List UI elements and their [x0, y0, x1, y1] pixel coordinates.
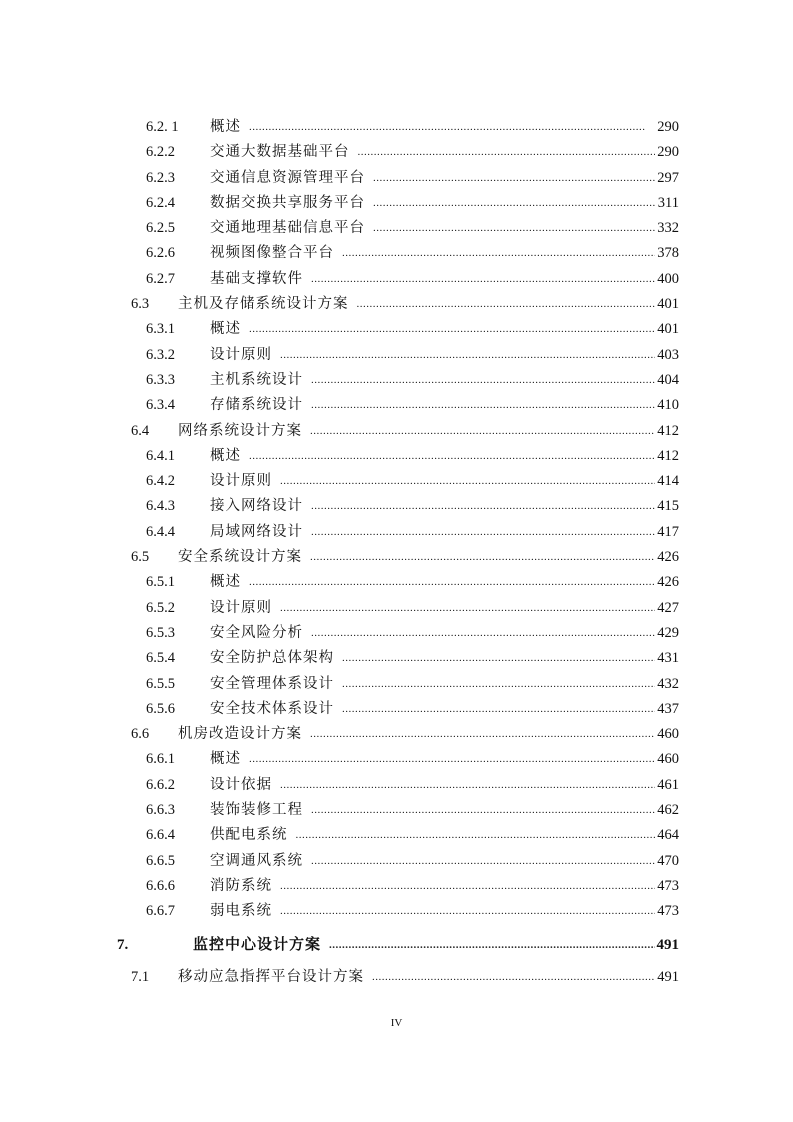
toc-entry-number: 6.6.7 — [146, 903, 175, 920]
toc-entry-title: 安全系统设计方案 — [178, 549, 302, 566]
toc-dot-leader — [342, 672, 655, 697]
toc-entry-body — [210, 393, 679, 418]
toc-entry-title: 主机及存储系统设计方案 — [178, 296, 349, 313]
toc-entry-title: 机房改造设计方案 — [178, 726, 302, 743]
toc-entry-body — [178, 722, 679, 747]
toc-entry[interactable] — [0, 292, 793, 317]
toc-entry-page-number: 460 — [657, 726, 679, 743]
toc-entry-number: 6.2. 1 — [146, 119, 179, 135]
toc-entry-title: 安全防护总体架构 — [210, 650, 334, 667]
toc-entry-number: 6.2.7 — [146, 270, 175, 287]
toc-entry-title: 安全管理体系设计 — [210, 675, 334, 692]
toc-entry-page-number: 401 — [657, 321, 679, 338]
toc-entry-body — [210, 444, 679, 469]
toc-entry[interactable] — [0, 874, 793, 899]
toc-entry-number: 6.3.4 — [146, 397, 175, 414]
toc-entry[interactable] — [0, 191, 793, 216]
toc-entry[interactable] — [0, 317, 793, 342]
toc-entry-number: 6.5.5 — [146, 675, 175, 692]
toc-entry-title: 交通信息资源管理平台 — [210, 169, 365, 186]
toc-entry[interactable] — [0, 469, 793, 494]
toc-entry-number: 6.2.2 — [146, 144, 175, 161]
toc-entry-number: 6.2.5 — [146, 220, 175, 237]
toc-entry-page-number: 403 — [657, 346, 679, 363]
toc-entry[interactable] — [0, 368, 793, 393]
toc-entry-page-number: 400 — [657, 270, 679, 287]
toc-dot-leader — [357, 292, 656, 317]
toc-dot-leader — [249, 317, 655, 342]
toc-entry-body — [210, 621, 679, 646]
toc-dot-leader — [342, 697, 655, 722]
toc-entry-page-number: 415 — [657, 498, 679, 515]
toc-entry-page-number: 410 — [657, 397, 679, 414]
toc-entry-number: 6.6.6 — [146, 877, 175, 894]
toc-dot-leader — [249, 444, 655, 469]
toc-dot-leader — [311, 267, 655, 292]
toc-entry-page-number: 401 — [657, 296, 679, 313]
toc-entry-body — [210, 140, 679, 165]
toc-entry-page-number: 432 — [657, 675, 679, 692]
toc-dot-leader — [373, 216, 655, 241]
toc-entry-body — [193, 933, 679, 958]
toc-entry-title: 设计原则 — [210, 346, 272, 363]
toc-entry-page-number: 311 — [657, 194, 679, 211]
toc-entry[interactable] — [0, 419, 793, 444]
toc-dot-leader — [373, 191, 656, 216]
toc-dot-leader — [310, 419, 655, 444]
toc-entry-body — [210, 596, 679, 621]
toc-entry-number: 6.4.3 — [146, 498, 175, 515]
table-of-contents — [0, 115, 793, 990]
toc-entry-title: 主机系统设计 — [210, 371, 303, 388]
toc-entry[interactable] — [0, 494, 793, 519]
toc-entry-title: 安全技术体系设计 — [210, 700, 334, 717]
toc-entry-title: 局域网络设计 — [210, 523, 303, 540]
toc-entry-title: 概述 — [210, 447, 241, 464]
toc-entry-number: 6.6.1 — [146, 751, 175, 768]
toc-dot-leader — [311, 494, 655, 519]
toc-entry-page-number: 332 — [657, 220, 679, 237]
toc-entry-number: 6.6.2 — [146, 776, 175, 793]
toc-entry-body — [210, 520, 679, 545]
toc-entry-number: 7. — [117, 936, 129, 953]
toc-dot-leader — [358, 140, 656, 165]
toc-entry-body — [210, 874, 679, 899]
toc-entry-page-number: 437 — [657, 700, 679, 717]
toc-entry-page-number: 290 — [657, 119, 679, 135]
toc-entry-title: 设计依据 — [210, 776, 272, 793]
toc-dot-leader — [342, 241, 655, 266]
toc-entry-body — [210, 823, 679, 848]
toc-entry-page-number: 460 — [657, 751, 679, 768]
toc-entry-number: 6.6.5 — [146, 852, 175, 869]
toc-entry-number: 6.5.4 — [146, 650, 175, 667]
toc-entry-page-number: 297 — [657, 169, 679, 186]
toc-entry-number: 7.1 — [131, 968, 150, 985]
toc-entry-page-number: 426 — [657, 574, 679, 591]
toc-entry-page-number: 473 — [657, 903, 679, 920]
toc-entry[interactable] — [0, 444, 793, 469]
toc-entry[interactable] — [0, 646, 793, 671]
toc-entry[interactable] — [0, 520, 793, 545]
toc-entry-page-number: 470 — [657, 852, 679, 869]
toc-entry[interactable] — [0, 545, 793, 570]
toc-entry-number: 6.3.1 — [146, 321, 175, 338]
toc-entry[interactable] — [0, 570, 793, 595]
toc-entry-title: 安全风险分析 — [210, 624, 303, 641]
toc-entry-title: 交通地理基础信息平台 — [210, 220, 365, 237]
toc-entry[interactable] — [0, 596, 793, 621]
toc-dot-leader — [311, 621, 655, 646]
toc-entry-page-number: 378 — [657, 245, 679, 262]
toc-entry-page-number: 491 — [656, 936, 679, 953]
toc-entry-body — [210, 317, 679, 342]
toc-dot-leader — [311, 798, 655, 823]
toc-entry-page-number: 462 — [657, 802, 679, 819]
toc-entry-number: 6.6.3 — [146, 802, 175, 819]
toc-entry-number: 6.4.4 — [146, 523, 175, 540]
toc-entry-page-number: 426 — [657, 549, 679, 566]
toc-dot-leader — [280, 899, 655, 924]
toc-entry-body — [210, 241, 679, 266]
toc-entry[interactable] — [0, 343, 793, 368]
toc-entry-number: 6.4.1 — [146, 447, 175, 464]
toc-entry-title: 空调通风系统 — [210, 852, 303, 869]
toc-entry[interactable] — [0, 216, 793, 241]
toc-entry-title: 概述 — [210, 751, 241, 768]
toc-dot-leader — [280, 343, 655, 368]
toc-entry-title: 网络系统设计方案 — [178, 422, 302, 439]
toc-entry[interactable] — [0, 241, 793, 266]
toc-entry-page-number: 412 — [657, 447, 679, 464]
toc-entry-body — [210, 570, 679, 595]
toc-entry[interactable] — [0, 965, 793, 990]
toc-entry-page-number: 491 — [657, 968, 679, 985]
toc-dot-leader — [249, 570, 655, 595]
toc-dot-leader — [280, 469, 655, 494]
toc-entry-title: 交通大数据基础平台 — [210, 144, 350, 161]
toc-entry[interactable] — [0, 798, 793, 823]
toc-entry-title: 供配电系统 — [210, 827, 288, 844]
toc-entry-body — [210, 697, 679, 722]
toc-entry-number: 6.2.4 — [146, 194, 175, 211]
toc-entry-number: 6.6 — [131, 726, 150, 743]
toc-entry-body — [210, 115, 679, 140]
toc-dot-leader — [311, 368, 655, 393]
toc-entry-page-number: 429 — [657, 624, 679, 641]
toc-entry[interactable] — [0, 697, 793, 722]
toc-entry-number: 6.6.4 — [146, 827, 175, 844]
toc-dot-leader — [311, 393, 655, 418]
toc-entry-title: 数据交换共享服务平台 — [210, 194, 365, 211]
toc-entry[interactable] — [0, 849, 793, 874]
toc-entry-body — [210, 798, 679, 823]
toc-dot-leader — [311, 849, 655, 874]
toc-entry-body — [210, 494, 679, 519]
toc-dot-leader — [342, 646, 655, 671]
toc-entry-title: 概述 — [210, 574, 241, 591]
toc-entry[interactable] — [0, 115, 793, 140]
toc-entry[interactable] — [0, 899, 793, 924]
toc-entry[interactable] — [0, 747, 793, 772]
toc-entry-title: 概述 — [210, 119, 241, 135]
toc-dot-leader — [310, 722, 655, 747]
toc-entry-number: 6.2.3 — [146, 169, 175, 186]
toc-entry-body — [210, 469, 679, 494]
toc-entry-title: 监控中心设计方案 — [193, 936, 322, 953]
toc-entry-body — [210, 267, 679, 292]
toc-dot-leader — [249, 747, 655, 772]
toc-entry[interactable] — [0, 929, 793, 963]
toc-entry[interactable] — [0, 621, 793, 646]
toc-entry-title: 基础支撑软件 — [210, 270, 303, 287]
toc-entry-body — [178, 419, 679, 444]
toc-entry[interactable] — [0, 823, 793, 848]
toc-entry-page-number: 427 — [657, 599, 679, 616]
toc-entry-number: 6.5.6 — [146, 700, 175, 717]
toc-entry-page-number: 461 — [657, 776, 679, 793]
toc-entry-title: 装饰装修工程 — [210, 802, 303, 819]
toc-dot-leader — [310, 545, 655, 570]
toc-entry-number: 6.2.6 — [146, 245, 175, 262]
toc-dot-leader — [280, 596, 655, 621]
toc-entry-body — [210, 672, 679, 697]
toc-entry-number: 6.3.3 — [146, 371, 175, 388]
toc-entry-number: 6.5.1 — [146, 574, 175, 591]
toc-entry-page-number: 290 — [657, 144, 679, 161]
toc-entry-title: 消防系统 — [210, 877, 272, 894]
toc-entry-page-number: 464 — [657, 827, 679, 844]
toc-entry-body — [178, 545, 679, 570]
toc-entry-number: 6.3 — [131, 296, 150, 313]
toc-entry-title: 弱电系统 — [210, 903, 272, 920]
toc-entry-title: 设计原则 — [210, 599, 272, 616]
toc-entry[interactable] — [0, 672, 793, 697]
toc-entry-number: 6.5.2 — [146, 599, 175, 616]
toc-entry-body — [210, 773, 679, 798]
toc-entry-body — [210, 747, 679, 772]
toc-entry[interactable] — [0, 166, 793, 191]
toc-dot-leader — [329, 933, 654, 958]
toc-entry[interactable] — [0, 722, 793, 747]
toc-entry-number: 6.4.2 — [146, 473, 175, 490]
toc-entry-body — [178, 292, 679, 317]
toc-entry-body — [210, 368, 679, 393]
toc-entry-title: 概述 — [210, 321, 241, 338]
toc-entry-page-number: 414 — [657, 473, 679, 490]
toc-entry-body — [210, 216, 679, 241]
toc-entry-title: 设计原则 — [210, 473, 272, 490]
toc-entry-page-number: 412 — [657, 422, 679, 439]
toc-entry-number: 6.5 — [131, 549, 150, 566]
toc-dot-leader — [372, 965, 655, 990]
toc-entry[interactable] — [0, 140, 793, 165]
toc-entry[interactable] — [0, 267, 793, 292]
toc-dot-leader — [296, 823, 656, 848]
toc-dot-leader — [249, 115, 645, 140]
toc-entry-body — [210, 646, 679, 671]
toc-dot-leader — [280, 874, 655, 899]
toc-entry-body — [210, 343, 679, 368]
toc-entry-body — [178, 965, 679, 990]
toc-dot-leader — [373, 166, 655, 191]
toc-entry-page-number: 473 — [657, 877, 679, 894]
toc-entry-page-number: 417 — [657, 523, 679, 540]
toc-entry-body — [210, 849, 679, 874]
toc-entry-number: 6.3.2 — [146, 346, 175, 363]
toc-entry-title: 接入网络设计 — [210, 498, 303, 515]
toc-dot-leader — [311, 520, 655, 545]
toc-entry-body — [210, 899, 679, 924]
toc-entry-title: 存储系统设计 — [210, 397, 303, 414]
toc-entry[interactable] — [0, 773, 793, 798]
toc-entry[interactable] — [0, 393, 793, 418]
toc-dot-leader — [280, 773, 655, 798]
toc-entry-title: 移动应急指挥平台设计方案 — [178, 968, 364, 985]
toc-entry-title: 视频图像整合平台 — [210, 245, 334, 262]
toc-entry-body — [210, 191, 679, 216]
page-footer-number: IV — [390, 1017, 403, 1029]
toc-entry-body — [210, 166, 679, 191]
toc-entry-number: 6.4 — [131, 422, 150, 439]
toc-entry-number: 6.5.3 — [146, 624, 175, 641]
toc-entry-page-number: 404 — [657, 371, 679, 388]
toc-entry-page-number: 431 — [657, 650, 679, 667]
